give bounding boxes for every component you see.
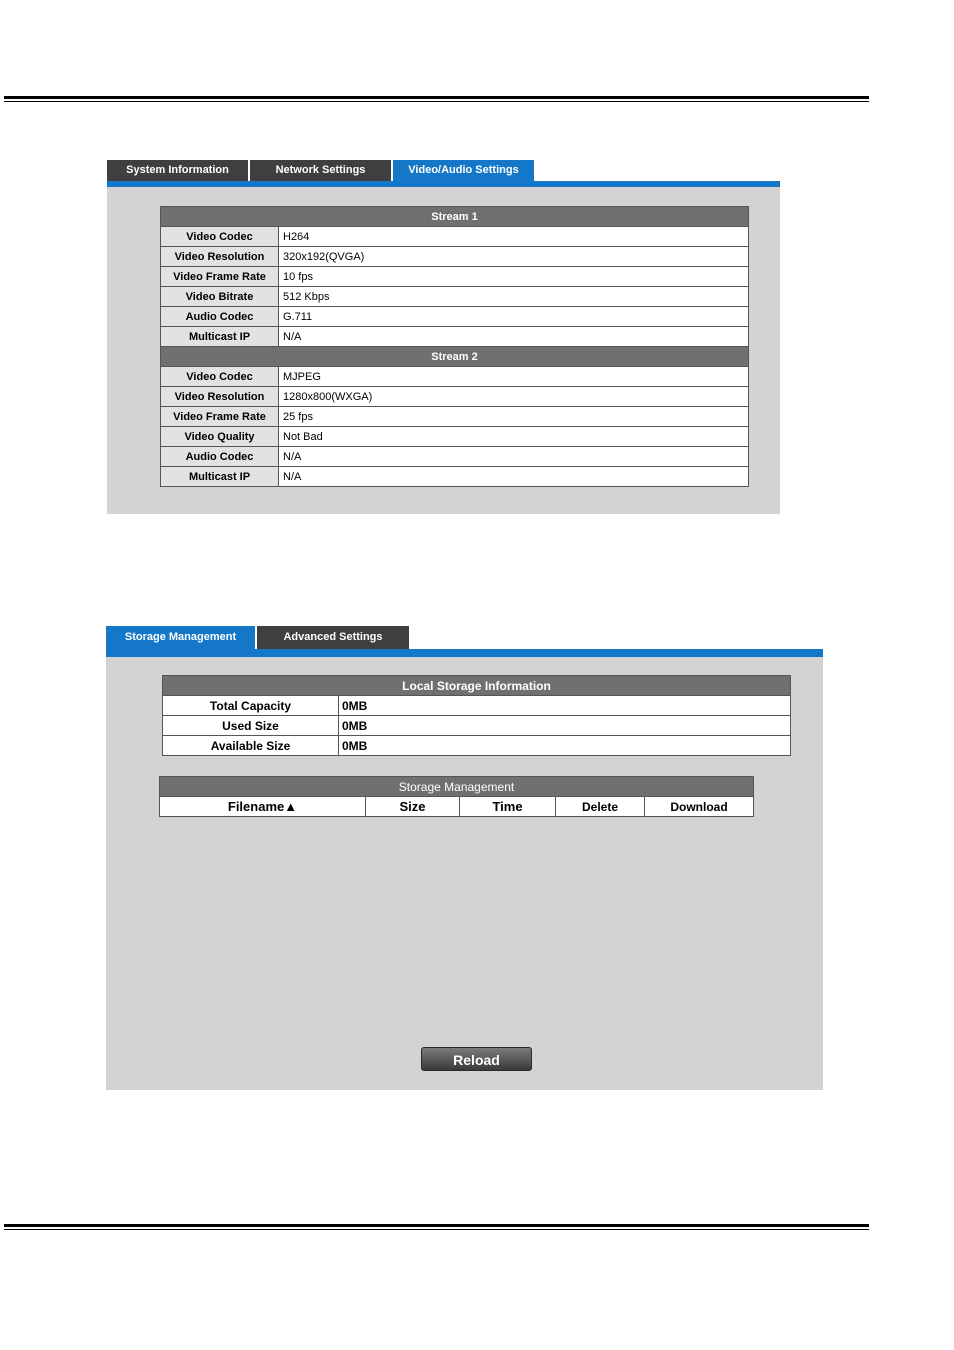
column-size[interactable]: Size xyxy=(366,797,460,817)
table-row xyxy=(161,247,749,267)
stream2-header: Stream 2 xyxy=(161,347,749,367)
row-label: Multicast IP xyxy=(161,327,279,347)
table-row xyxy=(161,447,749,467)
row-value: 0MB xyxy=(339,716,791,736)
row-value: 10 fps xyxy=(279,267,749,287)
top-rule xyxy=(4,96,869,102)
stream-info-table xyxy=(160,206,749,487)
video-audio-panel xyxy=(107,187,780,514)
table-row xyxy=(161,387,749,407)
column-delete: Delete xyxy=(556,797,645,817)
row-label: Available Size xyxy=(163,736,339,756)
row-value: 0MB xyxy=(339,736,791,756)
tab-bar-main xyxy=(107,160,534,181)
row-value: N/A xyxy=(279,327,749,347)
row-label: Total Capacity xyxy=(163,696,339,716)
table-row xyxy=(163,716,791,736)
column-time[interactable]: Time xyxy=(460,797,556,817)
row-label: Audio Codec xyxy=(161,307,279,327)
column-filename-sort[interactable]: Filename▲ xyxy=(160,797,366,817)
bottom-rule xyxy=(4,1224,869,1230)
table-header-row xyxy=(160,797,754,817)
row-label: Video Quality xyxy=(161,427,279,447)
row-label: Video Frame Rate xyxy=(161,407,279,427)
row-value: N/A xyxy=(279,447,749,467)
reload-button[interactable]: Reload xyxy=(421,1047,532,1071)
row-value: N/A xyxy=(279,467,749,487)
row-label: Video Codec xyxy=(161,367,279,387)
table-row xyxy=(161,307,749,327)
column-download: Download xyxy=(645,797,754,817)
table-row xyxy=(161,367,749,387)
tab-network-settings[interactable]: Network Settings xyxy=(250,160,393,181)
row-value: H264 xyxy=(279,227,749,247)
tab-advanced-settings[interactable]: Advanced Settings xyxy=(257,626,409,649)
tab-storage-management[interactable]: Storage Management xyxy=(106,626,257,649)
row-label: Video Bitrate xyxy=(161,287,279,307)
tab-system-information[interactable]: System Information xyxy=(107,160,250,181)
row-value: G.711 xyxy=(279,307,749,327)
row-value: MJPEG xyxy=(279,367,749,387)
stream1-header: Stream 1 xyxy=(161,207,749,227)
row-value: 1280x800(WXGA) xyxy=(279,387,749,407)
table-row xyxy=(161,427,749,447)
storage-management-header: Storage Management xyxy=(160,777,754,797)
table-row xyxy=(161,327,749,347)
table-row xyxy=(163,696,791,716)
table-row xyxy=(161,407,749,427)
table-row xyxy=(161,267,749,287)
row-value: Not Bad xyxy=(279,427,749,447)
table-row xyxy=(161,227,749,247)
storage-files-table xyxy=(159,776,754,817)
row-value: 0MB xyxy=(339,696,791,716)
tab-underline-bar xyxy=(106,649,823,657)
table-row xyxy=(161,467,749,487)
row-label: Video Codec xyxy=(161,227,279,247)
row-value: 512 Kbps xyxy=(279,287,749,307)
table-row xyxy=(163,736,791,756)
row-label: Audio Codec xyxy=(161,447,279,467)
row-label: Video Resolution xyxy=(161,247,279,267)
storage-panel xyxy=(106,657,823,1090)
local-storage-table xyxy=(162,675,791,756)
local-storage-header: Local Storage Information xyxy=(163,676,791,696)
row-label: Video Resolution xyxy=(161,387,279,407)
tab-video-audio-settings[interactable]: Video/Audio Settings xyxy=(393,160,534,181)
row-label: Multicast IP xyxy=(161,467,279,487)
row-value: 320x192(QVGA) xyxy=(279,247,749,267)
row-label: Used Size xyxy=(163,716,339,736)
table-row xyxy=(161,287,749,307)
row-value: 25 fps xyxy=(279,407,749,427)
row-label: Video Frame Rate xyxy=(161,267,279,287)
tab-bar-storage xyxy=(106,626,409,649)
